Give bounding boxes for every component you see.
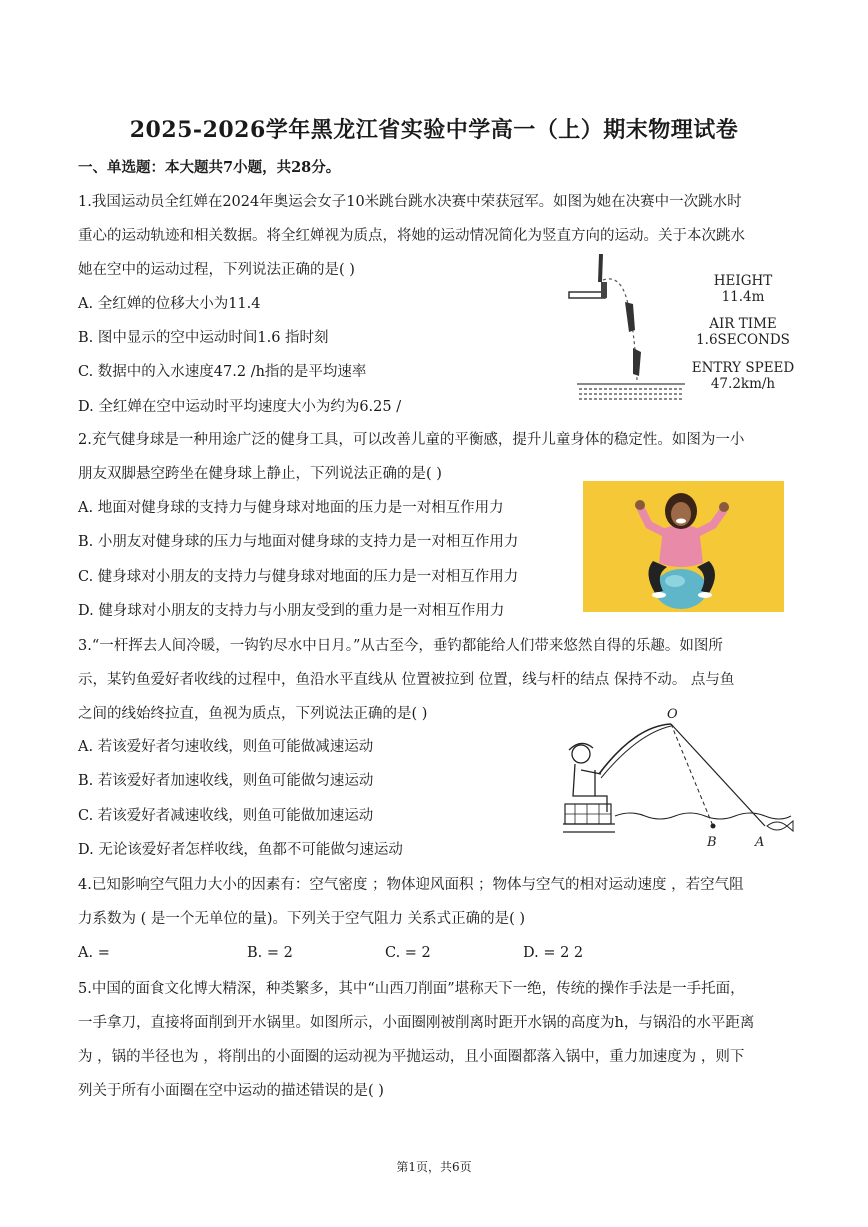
page-footer: 第1页，共6页 <box>396 1160 472 1174</box>
entry-speed-label: ENTRY SPEED <box>691 360 795 376</box>
q4-stem-line: 4.已知影响空气阻力大小的因素有：空气密度 ；物体迎风面积 ；物体与空气的相对运动速度 ，若空气阻 <box>78 877 744 893</box>
height-label: HEIGHT <box>713 273 773 289</box>
label-o: O <box>667 707 678 722</box>
q2-option-c: C. 健身球对小朋友的支持力与健身球对地面的压力是一对相互作用力 <box>78 569 519 585</box>
q4-option-c: C. = 2 <box>385 945 431 961</box>
q3-option-d: D. 无论该爱好者怎样收线，鱼都不可能做匀速运动 <box>78 842 403 858</box>
fishing-figure <box>555 704 795 854</box>
q1-option-a: A. 全红婵的位移大小为11.4 <box>78 296 261 312</box>
label-b: B <box>707 835 717 850</box>
q5-stem-line: 5.中国的面食文化博大精深，种类繁多，其中“山西刀削面”堪称天下一绝，传统的操作手法是一手托面， <box>78 981 745 997</box>
height-value: 11.4m <box>721 289 765 305</box>
q1-option-d: D. 全红婵在空中运动时平均速度大小为约为6.25 / <box>78 399 402 415</box>
q3-stem-line: 之间的线始终拉直，鱼视为质点，下列说法正确的是( ) <box>78 706 428 722</box>
q3-option-b: B. 若该爱好者加速收线，则鱼可能做匀速运动 <box>78 773 374 789</box>
q2-option-b: B. 小朋友对健身球的压力与地面对健身球的支持力是一对相互作用力 <box>78 534 519 550</box>
q1-option-c: C. 数据中的入水速度47.2 /h指的是平均速率 <box>78 364 367 380</box>
q4-option-a: A. = <box>78 945 110 961</box>
q1-option-b: B. 图中显示的空中运动时间1.6 指时刻 <box>78 330 329 346</box>
q3-stem-line: 示，某钓鱼爱好者收线的过程中，鱼沿水平直线从 位置被拉到 位置，线与杆的结点 保持不动。 点与鱼 <box>78 672 735 688</box>
section-heading: 一、单选题：本大题共7小题，共28分。 <box>78 159 341 176</box>
child-on-ball-photo <box>583 481 784 612</box>
q1-stem-line: 重心的运动轨迹和相关数据。将全红婵视为质点，将她的运动情况简化为竖直方向的运动。关于本次跳水 <box>78 228 745 244</box>
q1-stem-line: 她在空中的运动过程，下列说法正确的是( ) <box>78 262 355 278</box>
air-time-label: AIR TIME <box>709 316 777 332</box>
entry-speed-value: 47.2km/h <box>710 376 776 392</box>
q2-stem-line: 朋友双脚悬空跨坐在健身球上静止，下列说法正确的是( ) <box>78 466 442 482</box>
q5-stem-line: 为 ，锅的半径也为 ，将削出的小面圈的运动视为平抛运动，且小面圈都落入锅中，重力加速度为 ，则下 <box>78 1049 745 1065</box>
q3-option-c: C. 若该爱好者减速收线，则鱼可能做加速运动 <box>78 808 374 824</box>
q3-option-a: A. 若该爱好者匀速收线，则鱼可能做减速运动 <box>78 739 374 755</box>
page-title: 2025-2026学年黑龙江省实验中学高一（上）期末物理试卷 <box>129 117 739 143</box>
air-time-value: 1.6SECONDS <box>696 332 790 348</box>
diving-figure <box>565 252 800 404</box>
q4-option-b: B. = 2 <box>247 945 293 961</box>
q2-stem-line: 2.充气健身球是一种用途广泛的健身工具，可以改善儿童的平衡感，提升儿童身体的稳定性。如图为一小 <box>78 432 745 448</box>
q5-stem-line: 列关于所有小面圈在空中运动的描述错误的是( ) <box>78 1083 384 1099</box>
label-a: A <box>755 835 765 850</box>
q1-stem-line: 1.我国运动员全红婵在2024年奥运会女子10米跳台跳水决赛中荣获冠军。如图为她在决赛中一次跳水时 <box>78 194 742 210</box>
q4-option-d: D. = 2 2 <box>523 945 584 961</box>
q2-option-d: D. 健身球对小朋友的支持力与小朋友受到的重力是一对相互作用力 <box>78 603 505 619</box>
q5-stem-line: 一手拿刀，直接将面削到开水锅里。如图所示，小面圈刚被削离时距开水锅的高度为h，与锅沿的水平距离 <box>78 1015 755 1031</box>
q4-stem-line: 力系数为 ( 是一个无单位的量)。下列关于空气阻力 关系式正确的是( ) <box>78 911 526 927</box>
q3-stem-line: 3.“一杆挥去人间冷暖，一钩钓尽水中日月。”从古至今，垂钓都能给人们带来悠然自得的乐趣。如图所 <box>78 638 723 654</box>
q2-option-a: A. 地面对健身球的支持力与健身球对地面的压力是一对相互作用力 <box>78 500 504 516</box>
